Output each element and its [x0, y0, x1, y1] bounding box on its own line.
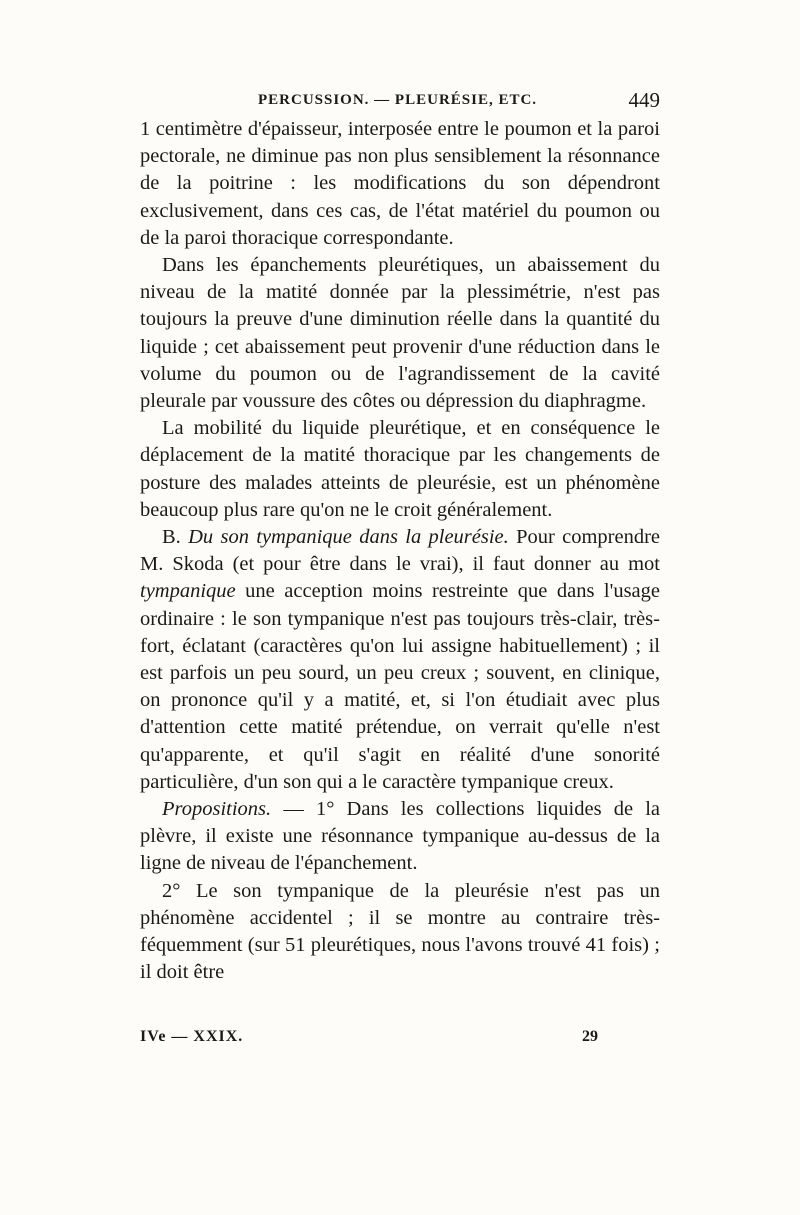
page-number: 449: [628, 88, 660, 112]
paragraph-6: 2° Le son tympanique de la pleurésie n'est pas un phénomène accidentel ; il se montre au contraire très-féquemment (sur 51 pleurétiques, nous l'avons trouvé 41 fois) ; il doit être: [140, 879, 660, 984]
section-label: B.: [162, 526, 181, 549]
section-title: Du son tympanique dans la pleurésie.: [188, 526, 509, 549]
body-text: [140, 116, 660, 987]
paragraph-4-section-b: B. Du son tympanique dans la pleurésie. Pour comprendre M. Skoda (et pour être dans le vrai), il faut donner au mot tympanique une acception moins restreinte que dans l'usage ordinaire : le son tympanique n'est pas toujours très-clair, très-fort, éclatant (caractères qu'on lui assigne habituellement) ; il est parfois un peu sourd, un peu creux ; souvent, en clinique, on prononce qu'il y a matité, et, si l'on étudiait avec plus d'attention cette matité prétendue, on verrait qu'elle n'est qu'apparente, et qu'il s'agit en réalité d'une sonorité particulière, d'un son qui a le caractère tympanique creux.: [140, 526, 661, 793]
printer-signature: IVe — XXIX.: [140, 1028, 244, 1045]
page-footer: [140, 1028, 660, 1056]
paragraph-5-propositions: Propositions. — 1° Dans les collections liquides de la plèvre, il existe une résonnance tympanique au-dessus de la ligne de niveau de l'épanchement.: [140, 798, 660, 875]
running-head: PERCUSSION. — PLEURÉSIE, ETC.: [258, 92, 538, 108]
paragraph-2: Dans les épanchements pleurétiques, un abaissement du niveau de la matité donnée par la plessimétrie, n'est pas toujours la preuve d'une diminution réelle dans la quantité du liquide ; cet abaissement peut provenir d'une réduction dans le volume du poumon ou de l'agrandissement de la cavité pleurale par voussure des côtes ou dépression du diaphragme.: [140, 254, 660, 413]
page-header: [140, 88, 660, 118]
propositions-heading: Propositions.: [162, 798, 272, 821]
paragraph-3: La mobilité du liquide pleurétique, et en conséquence le déplacement de la matité thoracique par les changements de posture des malades atteints de pleurésie, est un phénomène beaucoup plus rare qu'on ne le croit généralement.: [140, 417, 660, 521]
sheet-number: 29: [582, 1028, 598, 1045]
paragraph-1: 1 centimètre d'épaisseur, interposée entre le poumon et la paroi pectorale, ne diminue pas non plus sensiblement la résonnance de la poitrine : les modifications du son dépendront exclusivement, dans ces cas, de l'état matériel du poumon ou de la paroi thoracique correspondante.: [140, 118, 660, 249]
